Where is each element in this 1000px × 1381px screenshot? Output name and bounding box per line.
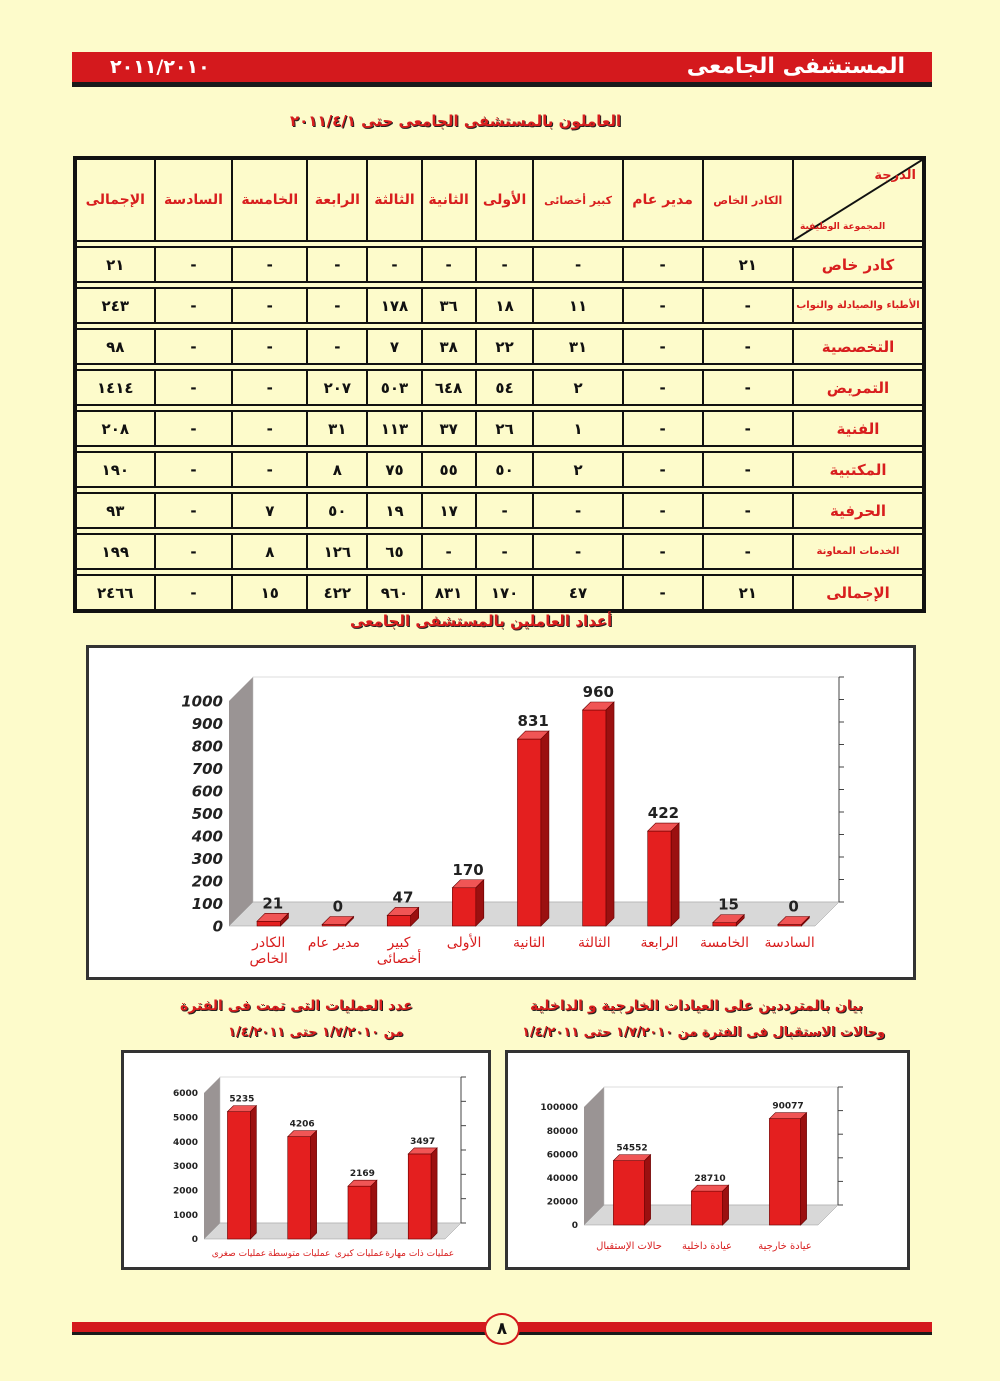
category-label: عمليات صغرى	[211, 1249, 267, 1259]
table-cell: -	[232, 411, 307, 446]
ops-chart-title-line2: من ١/٧/٢٠١٠ حتى ١/٤/٢٠١١	[228, 1025, 404, 1040]
bar-value-label: 54552	[616, 1143, 648, 1154]
bar-top	[613, 1155, 650, 1161]
table-cell: ٢٤٦٦	[75, 575, 155, 611]
bar-side	[250, 1106, 256, 1239]
bar-value-label: 0	[332, 897, 344, 916]
table-cell: ٢٠٧	[307, 370, 367, 405]
bar-value-label: 90077	[772, 1101, 804, 1112]
table-cell: ١٩٩	[75, 534, 155, 569]
table-cell: -	[155, 288, 233, 323]
y-tick-label: 300	[191, 849, 223, 868]
bar	[257, 921, 280, 926]
table-cell: -	[155, 493, 233, 528]
bar-side	[671, 823, 679, 926]
bar-value-label: 5235	[229, 1094, 255, 1105]
table-cell: -	[623, 575, 703, 611]
y-tick-label: 0	[191, 1235, 198, 1246]
y-tick-label: 500	[191, 804, 223, 823]
table-row	[75, 534, 924, 569]
table-cell: ١	[533, 411, 622, 446]
table-cell: ٩٦٠	[367, 575, 421, 611]
table-cell: -	[232, 247, 307, 282]
table-cell: -	[307, 288, 367, 323]
category-label: الخامسة	[700, 935, 750, 951]
clinic-chart	[508, 1053, 907, 1267]
table-cell: -	[307, 329, 367, 364]
row-label: كادر خاص	[793, 247, 924, 282]
y-tick-label: 0	[571, 1221, 578, 1232]
table-cell: ٢	[533, 370, 622, 405]
table-row	[75, 411, 924, 446]
table-cell: ٥٠	[476, 452, 534, 487]
column-header: مدير عام	[623, 158, 703, 241]
y-tick-label: 400	[191, 827, 223, 846]
category-label: عيادة خارجية	[758, 1241, 812, 1252]
clinic-chart-panel	[505, 1050, 910, 1270]
table-cell: -	[703, 370, 793, 405]
staff-table	[73, 156, 926, 613]
table-cell: ١٧٨	[367, 288, 421, 323]
table-cell: -	[476, 493, 534, 528]
y-tick-label: 600	[191, 782, 223, 801]
y-tick-label: 4000	[172, 1137, 198, 1148]
table-cell: ٤٢٢	[307, 575, 367, 611]
table-cell: ١٨	[476, 288, 534, 323]
column-header: كبير أخصائى	[533, 158, 622, 241]
table-row	[75, 575, 924, 611]
category-label: عمليات كبرى	[334, 1249, 385, 1259]
y-tick-label: 800	[191, 737, 223, 756]
bar-top	[769, 1113, 806, 1119]
table-row	[75, 329, 924, 364]
table-cell: -	[232, 452, 307, 487]
table-cell: ٧	[367, 329, 421, 364]
column-header: السادسة	[155, 158, 233, 241]
column-header: الثالثة	[367, 158, 421, 241]
table-cell: -	[155, 370, 233, 405]
ops-chart	[124, 1053, 488, 1267]
table-cell: ٢٢	[476, 329, 534, 364]
table-cell: ٢	[533, 452, 622, 487]
main-chart-panel	[86, 645, 916, 980]
bar-side	[476, 880, 484, 926]
table-cell: ٤٧	[533, 575, 622, 611]
bar	[288, 1137, 311, 1239]
table-cell: ٥٠٣	[367, 370, 421, 405]
y-tick-label: 200	[191, 872, 223, 891]
column-header: الأولى	[476, 158, 534, 241]
table-cell: -	[703, 493, 793, 528]
table-cell: ٥٥	[422, 452, 476, 487]
y-tick-label: 20000	[546, 1197, 578, 1208]
bar-value-label: 831	[517, 712, 549, 731]
table-header-row	[75, 158, 924, 241]
page-number: ٨	[484, 1313, 520, 1345]
table-cell: -	[623, 411, 703, 446]
table-cell: -	[155, 575, 233, 611]
table-cell: ٥٤	[476, 370, 534, 405]
bar-value-label: 28710	[694, 1174, 726, 1185]
bar-value-label: 4206	[289, 1119, 315, 1130]
column-header: الثانية	[422, 158, 476, 241]
category-label: كبير	[387, 935, 411, 951]
chart-side-wall	[584, 1087, 604, 1225]
table-cell: ٢٤٣	[75, 288, 155, 323]
ops-chart-title-line1: عدد العمليات التى تمت فى الفترة	[180, 998, 413, 1014]
corner-group-label: المجموعة الوظيفية	[800, 222, 886, 232]
y-tick-label: 2000	[172, 1186, 198, 1197]
bar-value-label: 15	[718, 895, 739, 914]
category-label: الثانية	[513, 935, 546, 951]
category-label: أخصائى	[376, 951, 422, 967]
bar	[408, 1154, 431, 1239]
table-cell: ١٧	[422, 493, 476, 528]
ops-chart-panel	[121, 1050, 491, 1270]
table-cell: -	[476, 534, 534, 569]
row-label: الإجمالى	[793, 575, 924, 611]
table-cell: -	[533, 247, 622, 282]
table-cell: -	[155, 452, 233, 487]
y-tick-label: 100000	[540, 1103, 578, 1114]
y-tick-label: 1000	[181, 692, 223, 711]
bar-top	[691, 1185, 728, 1191]
header-title: المستشفى الجامعى	[686, 54, 905, 79]
y-tick-label: 3000	[172, 1162, 198, 1173]
table-cell: ٨٣١	[422, 575, 476, 611]
clinic-chart-title-line1: بيان بالمترددين على العيادات الخارجية و الداخلية	[530, 998, 864, 1014]
table-cell: -	[307, 247, 367, 282]
chart-side-wall	[204, 1077, 220, 1239]
table-row	[75, 370, 924, 405]
bar	[613, 1161, 644, 1225]
y-tick-label: 60000	[546, 1150, 578, 1161]
table-cell: -	[623, 493, 703, 528]
y-tick-label: 1000	[172, 1210, 198, 1221]
table-cell: ١١٣	[367, 411, 421, 446]
bar-value-label: 3497	[410, 1136, 436, 1147]
table-cell: -	[623, 452, 703, 487]
table-cell: -	[533, 493, 622, 528]
table-cell: -	[422, 247, 476, 282]
table-cell: ٨	[307, 452, 367, 487]
main-chart-title: أعداد العاملين بالمستشفى الجامعى	[350, 612, 613, 630]
table-cell: -	[703, 411, 793, 446]
header-year: ٢٠١١/٢٠١٠	[110, 56, 210, 78]
table-cell: ٦٥	[367, 534, 421, 569]
bar	[227, 1112, 250, 1239]
bar-side	[801, 1113, 807, 1225]
corner-grade-label: الدرجة	[874, 168, 916, 183]
table-cell: ٦٤٨	[422, 370, 476, 405]
bar-side	[723, 1185, 729, 1225]
table-cell: -	[232, 370, 307, 405]
bar-value-label: 960	[582, 683, 614, 701]
table-cell: ٣٨	[422, 329, 476, 364]
row-label: الأطباء والصيادلة والنواب	[793, 288, 924, 323]
category-label: السادسة	[764, 935, 815, 951]
table-cell: -	[367, 247, 421, 282]
table-cell: -	[623, 370, 703, 405]
main-chart	[89, 648, 913, 977]
table-cell: ١١	[533, 288, 622, 323]
y-tick-label: 700	[191, 759, 223, 778]
table-cell: -	[155, 411, 233, 446]
table-cell: ٢١	[75, 247, 155, 282]
bar-value-label: 2169	[349, 1169, 375, 1180]
table-cell: ١٩٠	[75, 452, 155, 487]
table-cell: ٢١	[703, 575, 793, 611]
row-label: المكتبية	[793, 452, 924, 487]
category-label: الخاص	[249, 951, 288, 967]
bar	[387, 915, 410, 926]
y-tick-label: 40000	[546, 1173, 578, 1184]
table-cell: -	[623, 534, 703, 569]
bar	[517, 739, 540, 926]
y-tick-label: 0	[212, 917, 223, 936]
column-header: الإجمالى	[75, 158, 155, 241]
y-tick-label: 80000	[546, 1126, 578, 1137]
y-tick-label: 6000	[172, 1089, 198, 1100]
category-label: حالات الإستقبال	[596, 1241, 662, 1252]
table-cell: -	[422, 534, 476, 569]
bar-side	[371, 1180, 377, 1239]
table-cell: ٣٦	[422, 288, 476, 323]
table-cell: -	[703, 288, 793, 323]
table-cell: ٧٥	[367, 452, 421, 487]
category-label: الكادر	[252, 935, 286, 951]
category-label: مدير عام	[307, 935, 360, 951]
row-label: التخصصية	[793, 329, 924, 364]
table-cell: ١٩	[367, 493, 421, 528]
column-header: الكادر الخاص	[703, 158, 793, 241]
bar	[348, 1186, 371, 1239]
bar-value-label: 170	[452, 860, 484, 879]
row-label: الفنية	[793, 411, 924, 446]
category-label: الثالثة	[577, 935, 611, 951]
table-cell: ٨	[232, 534, 307, 569]
category-label: الأولى	[446, 935, 482, 951]
table-cell: ٩٣	[75, 493, 155, 528]
table-cell: -	[623, 247, 703, 282]
category-label: الرابعة	[640, 935, 679, 951]
bar	[648, 831, 671, 926]
table-cell: ١٤١٤	[75, 370, 155, 405]
row-label: التمريض	[793, 370, 924, 405]
table-cell: -	[476, 247, 534, 282]
table-cell: ٧	[232, 493, 307, 528]
table-cell: ١٧٠	[476, 575, 534, 611]
bar-value-label: 47	[392, 888, 414, 907]
y-tick-label: 100	[191, 894, 223, 913]
staff-table-title: العاملون بالمستشفى الجامعى حتى ٢٠١١/٤/١	[290, 112, 622, 130]
bar	[583, 710, 606, 926]
table-cell: ٢١	[703, 247, 793, 282]
table-corner-cell	[793, 158, 924, 241]
table-cell: ١٥	[232, 575, 307, 611]
bar	[713, 923, 736, 926]
table-cell: -	[232, 288, 307, 323]
bar-side	[541, 731, 549, 926]
table-row	[75, 288, 924, 323]
table-cell: -	[703, 329, 793, 364]
y-tick-label: 5000	[172, 1113, 198, 1124]
table-cell: -	[703, 534, 793, 569]
table-cell: ٢٠٨	[75, 411, 155, 446]
row-label: الحرفية	[793, 493, 924, 528]
bar-side	[311, 1131, 317, 1239]
table-cell: ٢٦	[476, 411, 534, 446]
bar-side	[606, 702, 614, 926]
row-label: الخدمات المعاونة	[793, 534, 924, 569]
bar-value-label: 0	[788, 897, 799, 916]
table-cell: -	[155, 247, 233, 282]
table-cell: -	[155, 534, 233, 569]
table-cell: ٩٨	[75, 329, 155, 364]
bar-value-label: 422	[647, 804, 680, 823]
table-row	[75, 247, 924, 282]
category-label: عمليات ذات مهارة	[385, 1249, 455, 1259]
y-tick-label: 900	[191, 714, 223, 733]
bar-side	[431, 1148, 437, 1239]
table-cell: ١٢٦	[307, 534, 367, 569]
table-cell: -	[623, 288, 703, 323]
table-row	[75, 452, 924, 487]
table-cell: -	[703, 452, 793, 487]
table-cell: -	[623, 329, 703, 364]
table-cell: ٥٠	[307, 493, 367, 528]
table-cell: -	[232, 329, 307, 364]
bar-side	[645, 1155, 651, 1225]
table-cell: ٣٧	[422, 411, 476, 446]
table-cell: -	[533, 534, 622, 569]
table-cell: -	[155, 329, 233, 364]
chart-side-wall	[229, 677, 253, 926]
column-header: الرابعة	[307, 158, 367, 241]
bar-value-label: 21	[262, 894, 284, 913]
bar	[691, 1191, 722, 1225]
category-label: عمليات متوسطة	[268, 1249, 331, 1259]
table-row	[75, 493, 924, 528]
bar	[452, 888, 475, 926]
category-label: عيادة داخلية	[681, 1241, 733, 1252]
table-cell: ٣١	[307, 411, 367, 446]
clinic-chart-title-line2: وحالات الاستقبال فى الفترة من ١/٧/٢٠١٠ حتى ١/٤/٢٠١١	[522, 1025, 886, 1040]
column-header: الخامسة	[232, 158, 307, 241]
bar	[769, 1119, 800, 1225]
table-cell: ٣١	[533, 329, 622, 364]
